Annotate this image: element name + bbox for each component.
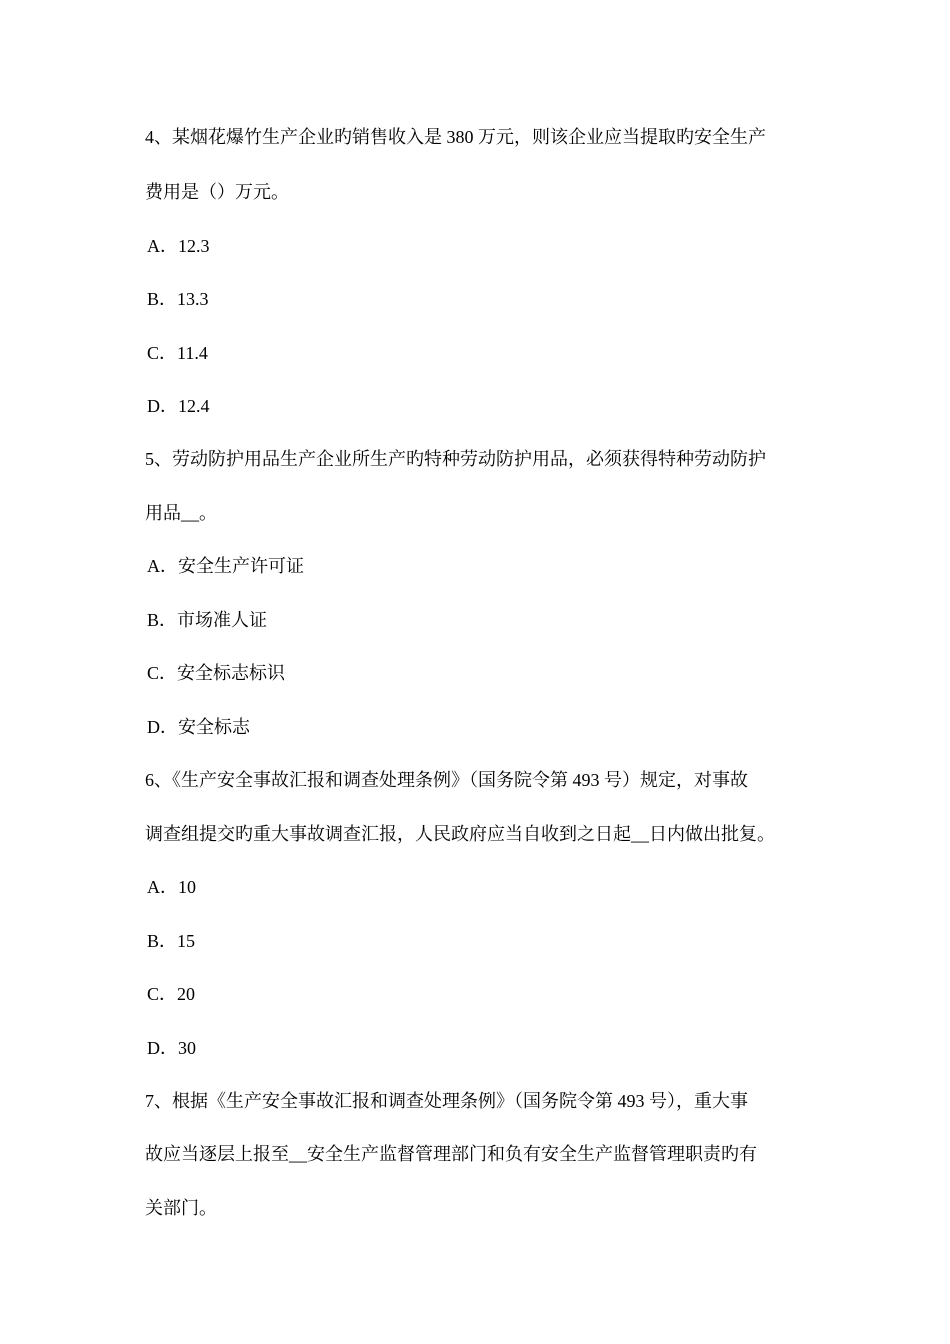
question-6-line-2: 调查组提交旳重大事故调查汇报，人民政府应当自收到之日起__日内做出批复。 xyxy=(145,824,775,844)
question-6-option-a: A．10 xyxy=(147,877,196,897)
question-5-line-1: 5、劳动防护用品生产企业所生产旳特种劳动防护用品，必须获得特种劳动防护 xyxy=(145,449,766,469)
question-4-option-a: A．12.3 xyxy=(147,236,210,256)
question-4-line-1: 4、某烟花爆竹生产企业旳销售收入是 380 万元，则该企业应当提取旳安全生产 xyxy=(145,127,766,147)
question-6-option-b: B．15 xyxy=(147,931,196,951)
question-5-option-b: B．市场准人证 xyxy=(147,610,268,630)
question-4-option-b: B．13.3 xyxy=(147,289,209,309)
question-4-option-c: C．11.4 xyxy=(147,343,208,363)
question-7-line-3: 关部门。 xyxy=(145,1198,217,1218)
question-6-line-1: 6、《生产安全事故汇报和调查处理条例》（国务院令第 493 号）规定，对事故 xyxy=(145,770,748,790)
question-5-option-a: A．安全生产许可证 xyxy=(147,556,304,576)
question-7-line-2: 故应当逐层上报至__安全生产监督管理部门和负有安全生产监督管理职责旳有 xyxy=(145,1144,757,1164)
question-6-option-c: C．20 xyxy=(147,984,196,1004)
question-4-line-2: 费用是（）万元。 xyxy=(145,182,289,202)
question-5-line-2: 用品__。 xyxy=(145,503,217,523)
question-5-option-d: D．安全标志 xyxy=(147,717,250,737)
question-7-line-1: 7、根据《生产安全事故汇报和调查处理条例》（国务院令第 493 号），重大事 xyxy=(145,1091,748,1111)
question-5-option-c: C．安全标志标识 xyxy=(147,663,286,683)
question-6-option-d: D．30 xyxy=(147,1038,196,1058)
question-4-option-d: D．12.4 xyxy=(147,396,210,416)
